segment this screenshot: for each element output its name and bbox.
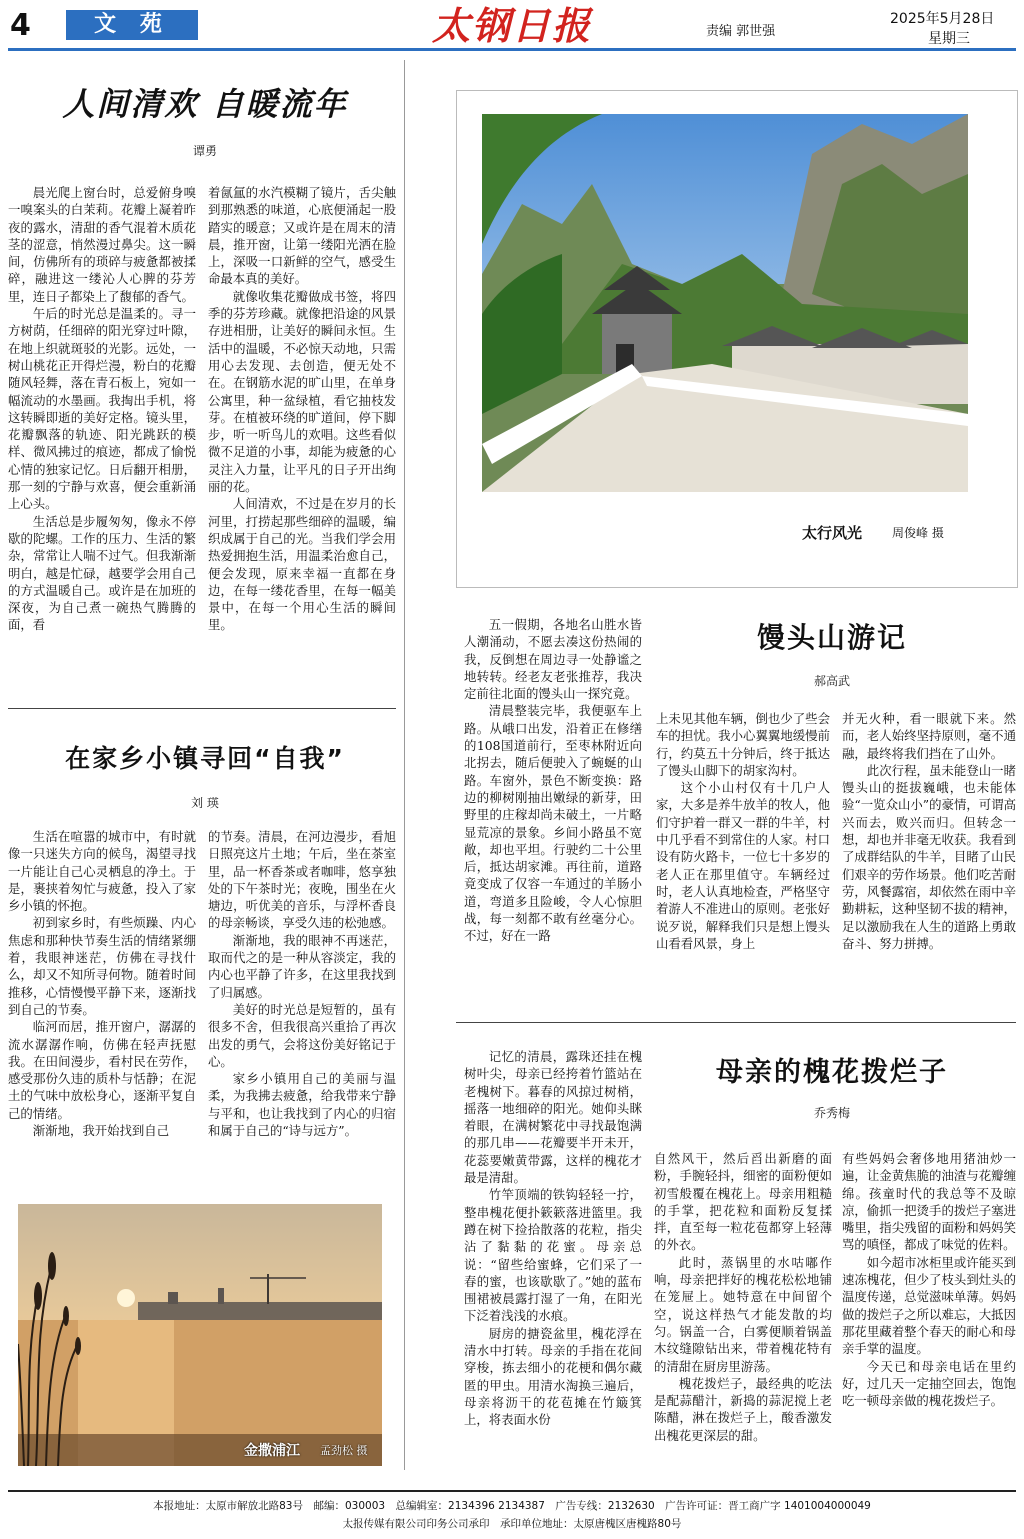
divider [8, 708, 396, 709]
paragraph: 此次行程，虽未能登山一睹馒头山的挺拔巍峨，也未能体验“一览众山小”的豪情，可谓高兴而去，败兴而归。但转念一想，却也并非毫无收获。我看到了成群结队的牛羊，目睹了山民们艰辛的劳作场景。他们吃苦耐劳，风餐露宿，却依然在雨中辛勤耕耘，这种坚韧不拔的精神，足以激励我在人生的道路上勇敢奋斗、努力拼搏。 [842, 762, 1016, 951]
sunset-photo-caption: 金撒浦江 [244, 1443, 300, 1459]
paragraph: 着氤氲的水汽模糊了镜片，舌尖触到那熟悉的味道，心底便涌起一股踏实的暖意；又或许是在周末的清晨，推开窗，让第一缕阳光洒在脸上，深吸一口新鲜的空气，感受生命最本真的美好。 [208, 185, 396, 287]
section-name: 文 苑 [94, 12, 170, 37]
article4-title: 母亲的槐花拨烂子 [716, 1057, 948, 1088]
paragraph: 晨光爬上窗台时，总爱俯身嗅一嗅案头的白茉莉。花瓣上凝着昨夜的露水，清甜的香气混着木质花茎的涩意，悄然漫过鼻尖。这一瞬间，仿佛所有的琐碎与疲惫都被揉碎，融进这一缕沁人心脾的芬芳里，连日子都染上了馥郁的香气。 [8, 185, 196, 304]
paragraph: 此时，蒸锅里的水咕嘟作响，母亲把拌好的槐花松松地铺在笼屉上。她特意在中间留个空，说这样热气才能发散的均匀。锅盖一合，白雾便顺着锅盖木纹缝隙钻出来，带着槐花特有的清甜在厨房里游荡。 [654, 1254, 832, 1374]
column-divider [404, 60, 405, 1470]
article1-column-1 [8, 184, 196, 634]
article3-author: 郝高武 [813, 674, 850, 688]
paragraph: 竹竿顶端的铁钩轻轻一拧，整串槐花便扑簌簌落进篮里。我蹲在树下捡拾散落的花粒，指尖沾了黏黏的花蜜。母亲总说：“留些给蜜蜂，它们采了一春的蜜，也该歇歇了。”她的蓝布围裙被晨露打湿了一角，在阳光下泛着浅浅的水痕。 [464, 1187, 642, 1324]
issue-date: 2025年5月28日 [890, 11, 995, 27]
paragraph: 有些妈妈会奢侈地用猪油炒一遍，让金黄焦脆的油渣与花瓣缠绵。孩童时代的我总等不及晾凉，偷抓一把烫手的拨烂子塞进嘴里，指尖残留的面粉和妈妈笑骂的嗔怪，都成了味觉的佐料。 [842, 1151, 1016, 1253]
paragraph: 并无火种，看一眼就下来。然而，老人始终坚持原则，毫不通融，最终将我们挡在了山外。 [842, 711, 1016, 761]
masthead-logo: 太钢日报 [432, 3, 593, 48]
editor-label: 责编 郭世强 [706, 24, 776, 39]
taihang-photo-credit: 周俊峰 摄 [892, 526, 944, 540]
paragraph: 厨房的搪瓷盆里，槐花浮在清水中打转。母亲的手指在花间穿梭，拣去细小的花梗和偶尔藏匿的甲虫。用清水淘换三遍后，母亲将沥干的花苞摊在竹簸箕上，将表面水份 [464, 1325, 642, 1428]
paragraph: 生活在喧嚣的城市中，有时就像一只迷失方向的候鸟，渴望寻找一片能让自己心灵栖息的净土。于是，裹挟着匆忙与疲惫，投入了家乡小镇的怀抱。 [8, 829, 196, 914]
paragraph: 这个小山村仅有十几户人家，大多是养牛放羊的牧人，他们守护着一群又一群的牛羊，村中几乎看不到常住的人家。村口设有防火路卡，一位七十多岁的老人正在那里值守。车辆经过时，老人认真地检查，严格坚守着游人不准进山的原则。老张好说歹说，解释我们只是想上馒头山看看风景，身上 [656, 780, 830, 951]
paragraph: 自然风干，然后舀出新磨的面粉，手腕轻抖，细密的面粉便如初雪般覆在槐花上。母亲用粗糙的手掌，把花粒和面粉反复揉拌，直至每一粒花苞都穿上轻薄的外衣。 [654, 1151, 832, 1253]
article3-column-2 [656, 710, 830, 952]
paragraph: 如今超市冰柜里或许能买到速冻槐花，但少了枝头到灶头的温度传递，总觉滋味单薄。妈妈做的拨烂子之所以难忘，大抵因那花里藏着整个春天的耐心和母亲手掌的温度。 [842, 1254, 1016, 1357]
article2-column-1 [8, 828, 196, 1139]
sunset-photo-image [18, 1204, 382, 1466]
paragraph: 上未见其他车辆，倒也少了些会车的担忧。我小心翼翼地缓慢前行，约莫五十分钟后，终于抵达了馒头山脚下的胡家沟村。 [656, 711, 830, 778]
article2-author: 刘 瑛 [191, 796, 219, 810]
taihang-photo-image [482, 114, 968, 492]
footer-address-line: 本报地址：太原市解放北路83号 邮编：030003 总编辑室：2134396 2134387 广告专线：2132630 广告许可证：晋工商广字 1401004000049 [153, 1500, 871, 1512]
footer-printer-line: 太报传媒有限公司印务公司承印 承印单位地址：太原唐槐区唐槐路80号 [342, 1518, 682, 1530]
paragraph: 渐渐地，我开始找到自己 [32, 1123, 170, 1139]
paragraph: 清晨整装完毕，我便驱车上路。从峨口出发，沿着正在修缮的108国道前行，至枣林附近向北拐去，随后便驶入了蜿蜒的山路。车窗外，景色不断变换：路边的柳树刚抽出嫩绿的新芽，田野里的庄稼却尚未破土，一片略显荒凉的景象。乡间小路虽不宽敞，却也平坦。行驶约二十公里后，抵达胡家滩。再往前，道路竟变成了仅容一车通过的羊肠小道，弯道多且险峻，令人心惊胆战，每一刻都不敢有丝毫分心。不过，好在一路 [464, 703, 642, 944]
issue-weekday: 星期三 [928, 31, 970, 47]
divider [456, 1022, 1016, 1023]
article3-column-3 [842, 710, 1016, 952]
article4-column-1 [464, 1048, 642, 1429]
paragraph: 人间清欢，不过是在岁月的长河里，打捞起那些细碎的温暖，编织成属于自己的光。当我们学会用热爱拥抱生活，用温柔治愈自己，便会发现，原来幸福一直都在身边，在每一缕花香里，在每一幅美景中，在每一个用心生活的瞬间里。 [208, 496, 396, 633]
paragraph: 记忆的清晨，露珠还挂在槐树叶尖，母亲已经挎着竹篮站在老槐树下。暮春的风掠过树梢，摇落一地细碎的阳光。她仰头眯着眼，在满树繁花中寻找最饱满的那几串——花瓣要半开未开，花蕊要嫩黄带露，这样的槐花才最是清甜。 [464, 1049, 642, 1186]
paragraph: 生活总是步履匆匆，像永不停歇的陀螺。工作的压力、生活的繁杂，常常让人喘不过气。但我渐渐明白，越是忙碌，越要学会用自己的方式温暖自己。或许是在加班的深夜，为自己煮一碗热气腾腾的面，看 [8, 513, 196, 633]
taihang-photo [482, 114, 968, 492]
article1-author: 谭勇 [192, 144, 217, 158]
paragraph: 渐渐地，我的眼神不再迷茫，取而代之的是一种从容淡定，我的内心也平静了许多，在这里我找到了归属感。 [208, 932, 396, 1000]
paragraph: 今天已和母亲电话在里约好，过几天一定抽空回去，饱饱吃一顿母亲做的槐花拨烂子。 [842, 1358, 1016, 1409]
paragraph: 五一假期，各地名山胜水皆人潮涌动，不愿去凑这份热闹的我，反倒想在周边寻一处静谧之地转转。经老友老张推荐，我决定前往北面的馒头山一探究竟。 [464, 617, 642, 702]
article3-column-1 [464, 616, 642, 945]
article4-column-3 [842, 1150, 1016, 1409]
paragraph: 临河而居，推开窗户，潺潺的流水潺潺作响，仿佛在轻声抚慰我。在田间漫步，看村民在劳作，感受那份久违的质朴与恬静；在泥土的气味中放松身心，逐渐平复自己的情绪。 [8, 1019, 196, 1121]
article4-column-2 [654, 1150, 832, 1444]
paragraph: 初到家乡时，有些烦躁、内心焦虑和那种快节奏生活的情绪紧绷着，我眼神迷茫，仿佛在寻找什么，却又不知所寻何物。随着时间推移，心情慢慢平静下来，逐渐找到自己的节奏。 [8, 915, 196, 1017]
article3-title: 馒头山游记 [756, 621, 907, 654]
article1-column-2 [208, 184, 396, 634]
header-rule [8, 48, 1016, 51]
article2-column-2 [208, 828, 396, 1139]
paragraph: 家乡小镇用自己的美丽与温柔，为我拂去疲惫，给我带来宁静与平和，也让我找到了内心的归宿和属于自己的“诗与远方”。 [208, 1071, 396, 1139]
paragraph: 槐花拨烂子，最经典的吃法是配蒜醋汁，新捣的蒜泥搅上老陈醋，淋在拨烂子上，酸香激发出槐花更深层的甜。 [654, 1375, 832, 1443]
article1-title: 人间清欢 自暖流年 [62, 85, 348, 123]
paragraph: 美好的时光总是短暂的，虽有很多不舍，但我很高兴重拾了再次出发的勇气，会将这份美好铭记于心。 [208, 1001, 396, 1069]
article4-author: 乔秀梅 [813, 1106, 850, 1120]
article2-title: 在家乡小镇寻回“自我” [65, 744, 345, 773]
taihang-photo-caption: 太行风光 [802, 524, 863, 542]
page-number: 4 [10, 8, 31, 43]
paragraph: 的节奏。清晨，在河边漫步，看旭日照亮这片土地；午后，坐在茶室里，品一杯香茶或者咖啡，悠享独处的下午茶时光；夜晚，围坐在火塘边，听优美的音乐，与浮杯香良的母亲畅谈，享受久违的松弛感。 [208, 829, 396, 931]
sunset-photo-credit: 孟劲松 摄 [320, 1444, 368, 1457]
paragraph: 就像收集花瓣做成书签，将四季的芬芳珍藏。就像把沿途的风景存进相册，让美好的瞬间永恒。生活中的温暖，不必惊天动地，只需用心去发现、去创造，便无处不在。在钢筋水泥的旷山里，在单身公寓里，种一盆绿植，看它抽枝发芽。在植被环绕的旷道间，停下脚步，听一听鸟儿的欢唱。这些看似微不足道的小事，却能为疲惫的心灵注入力量，让平凡的日子开出绚丽的花。 [208, 288, 396, 495]
footer-rule [8, 1490, 1016, 1492]
paragraph: 午后的时光总是温柔的。寻一方树荫，任细碎的阳光穿过叶隙，在地上织就斑驳的光影。远处，一树山桃花正开得烂漫，粉白的花瓣随风轻舞，落在青石板上，宛如一幅流动的水墨画。我掏出手机，将这转瞬即逝的美好定格。镜头里，花瓣飘落的轨迹、阳光跳跃的模样、微风拂过的痕迹，都成了愉悦心情的独家记忆。日后翻开相册，那一刻的宁静与欢喜，便会重新涌上心头。 [8, 306, 196, 512]
sunset-photo [18, 1204, 382, 1466]
